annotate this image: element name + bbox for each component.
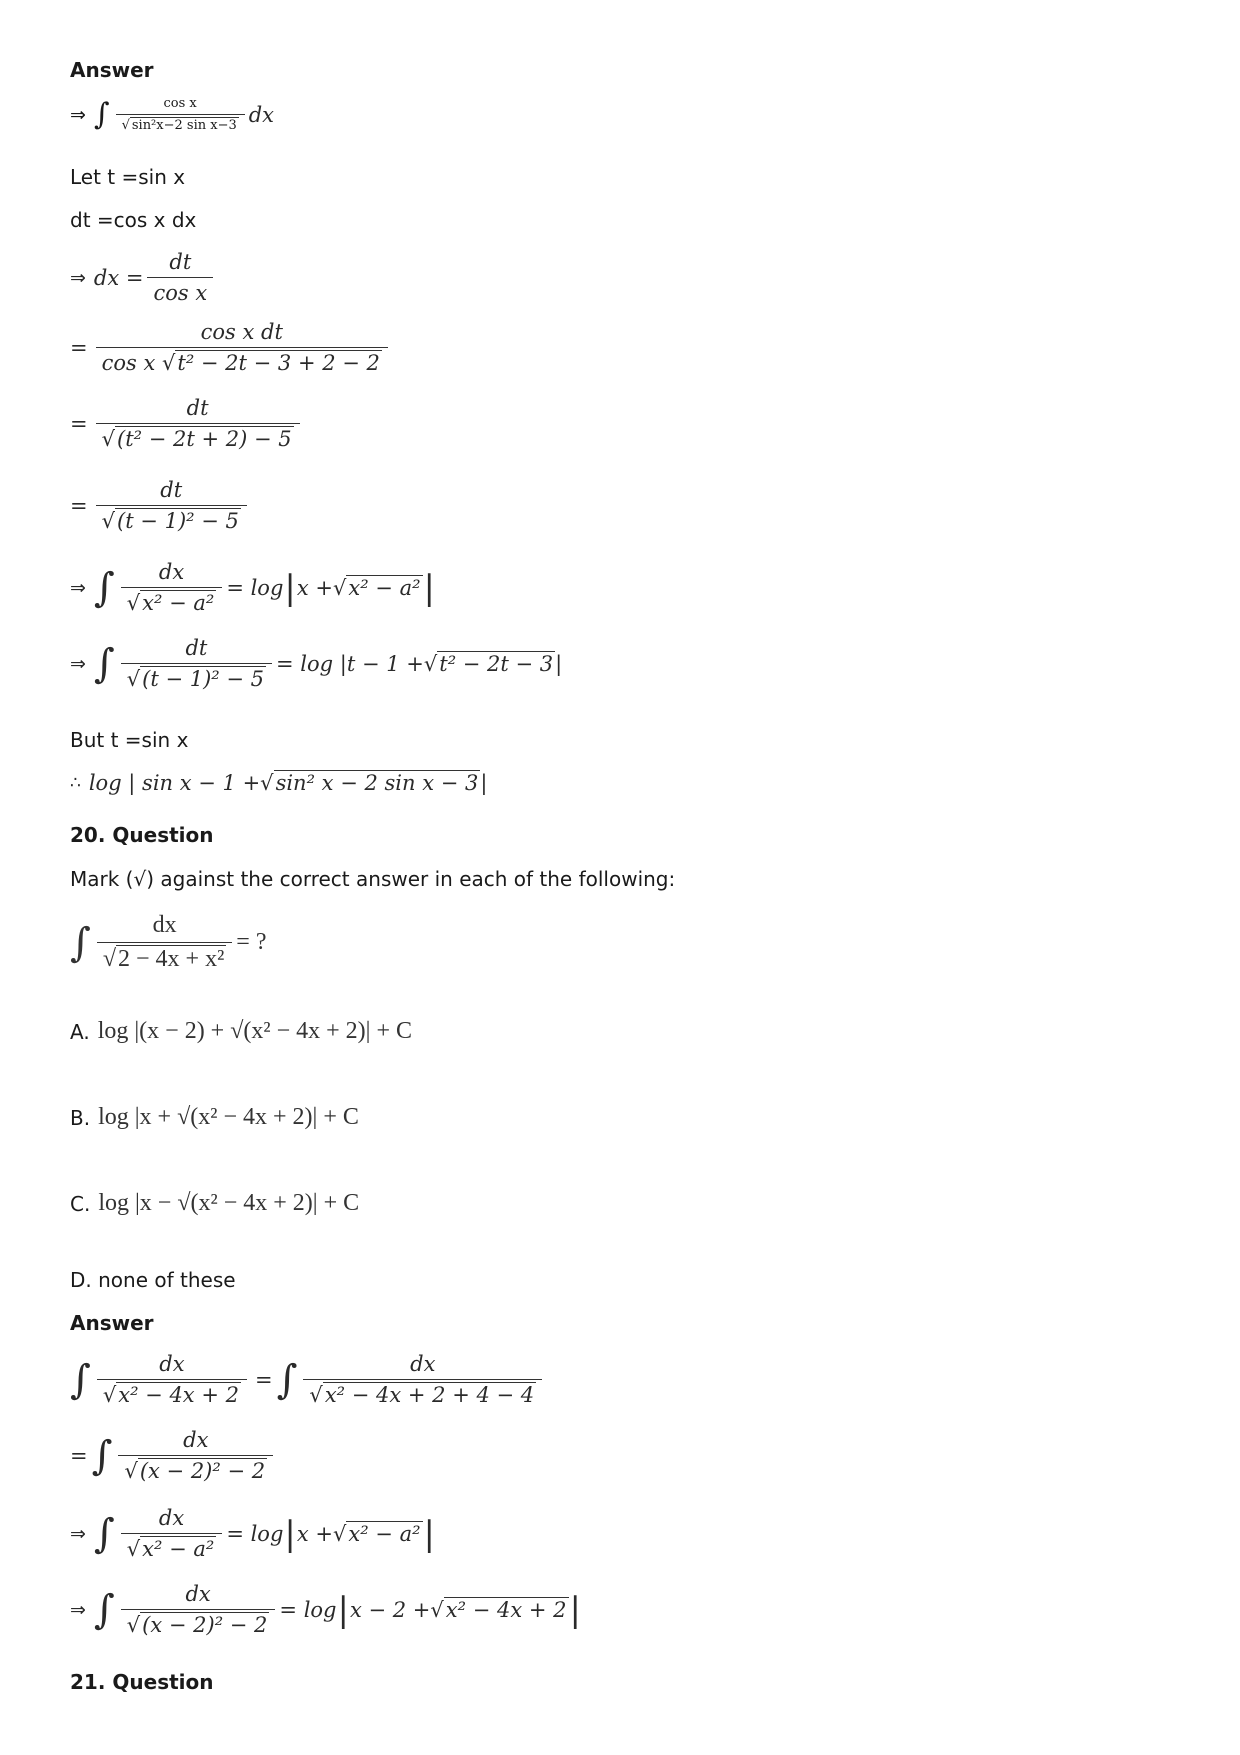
- question-21-heading: 21. Question: [70, 1670, 214, 1694]
- answer-standard-formula: ⇒ ∫ $\frac{dx}{\text{√x² − a²}}$ = log | x + √ x² − a² |: [70, 1506, 435, 1561]
- equation-standard-formula: ⇒ ∫ $\frac{dx}{\text{√x² − a²}}$ = log | x + √ x² − a² |: [70, 560, 435, 615]
- answer-step-2: = ∫ $\frac{dx}{\text{√(x − 2)² − 2}}$: [70, 1428, 277, 1483]
- question-20-prompt: Mark (√) against the correct answer in each of the following:: [70, 867, 676, 891]
- answer-final: ⇒ ∫ $\frac{dx}{\text{√(x − 2)² − 2}}$ = log | x − 2 + √ x² − 4x + 2 |: [70, 1582, 581, 1637]
- answer-step-1: ∫ $\frac{dx}{\text{√x² − 4x + 2}}$ = ∫ $\frac{dx}{\text{√x² − 4x + 2 + 4 − 4}}$: [70, 1352, 546, 1407]
- question-20-heading: 20. Question: [70, 823, 214, 847]
- but-t-line: But t =sin x: [70, 728, 189, 752]
- option-c[interactable]: C. log |x − √(x² − 4x + 2)| + C: [70, 1190, 360, 1216]
- option-a[interactable]: A. log |(x − 2) + √(x² − 4x + 2)| + C: [70, 1018, 412, 1044]
- answer-heading: Answer: [70, 1311, 154, 1335]
- equation-applied-formula: ⇒ ∫ $\frac{dt}{\text{√(t − 1)² − 5}}$ = log |t − 1 + √ t² − 2t − 3 |: [70, 636, 563, 691]
- equation-integral-cos-over-root: ⇒ ∫ $\frac{\text{cos x}}{\text{√ sin²x−2 sin x−3}}$ dx: [70, 96, 275, 133]
- answer-heading: Answer: [70, 58, 154, 82]
- equation-step-3: = $\frac{dt}{\text{√(t − 1)² − 5}}$: [70, 478, 251, 533]
- equation-dx-substitution: ⇒ dx = $\frac{dt}{\text{cos x}}$: [70, 250, 217, 305]
- option-b[interactable]: B. log |x + √(x² − 4x + 2)| + C: [70, 1104, 359, 1130]
- dt-line: dt =cos x dx: [70, 208, 197, 232]
- let-t-line: Let t =sin x: [70, 165, 186, 189]
- equation-step-2: = $\frac{dt}{\text{√(t² − 2t + 2) − 5}}$: [70, 396, 304, 451]
- question-20-integral: ∫ $\frac{dx}{\text{√2 − 4x + x²}}$ = ?: [70, 912, 267, 972]
- equation-step-1: = $\frac{\text{cos x dt}}{\text{cos x √t² − 2t − 3 + 2 − 2}}$: [70, 320, 392, 375]
- option-d[interactable]: D. none of these: [70, 1268, 236, 1292]
- equation-final-result: ∴ log | sin x − 1 + √ sin² x − 2 sin x − 3 |: [70, 770, 488, 795]
